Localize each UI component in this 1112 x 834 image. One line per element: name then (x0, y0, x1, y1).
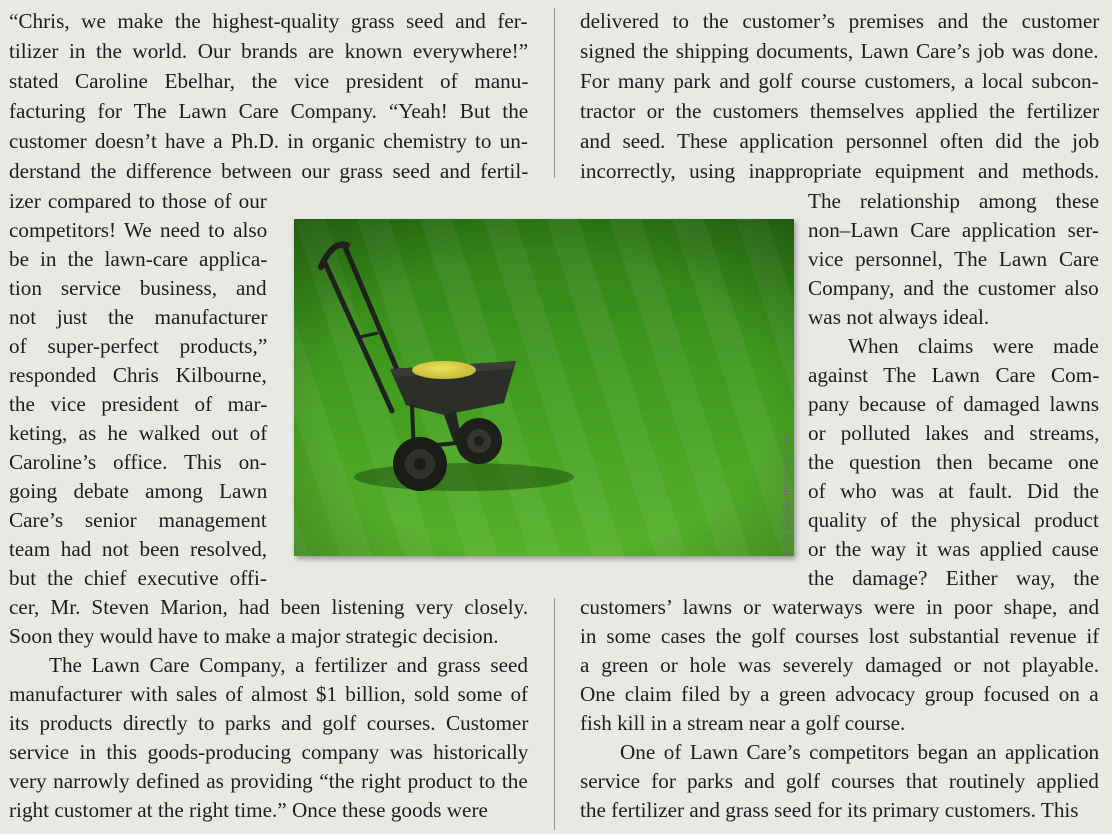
text-line: customers’ lawns or waterways were in poor shape, and (580, 595, 1100, 619)
text-line: of super-perfect products,” (9, 334, 268, 358)
text-line: Soon they would have to make a major strategic decision. (9, 624, 499, 648)
column-divider (554, 8, 555, 178)
text-line: be in the lawn-care applica- (9, 247, 268, 271)
text-line: its products directly to parks and golf courses. Customer (9, 711, 529, 735)
text-line: facturing for The Lawn Care Company. “Yeah! But the (9, 99, 529, 123)
text-line: team had not been resolved, (9, 537, 268, 561)
text-line: service in this goods-producing company was historically (9, 740, 529, 764)
text-line: non–Lawn Care application ser- (808, 218, 1099, 242)
text-line: against The Lawn Care Com- (808, 363, 1100, 387)
text-line: or polluted lakes and streams, (808, 421, 1100, 445)
text-line: the vice president of mar- (9, 392, 268, 416)
text-line: Care’s senior management (9, 508, 267, 532)
text-line: stated Caroline Ebelhar, the vice president of manu- (9, 69, 529, 93)
text-line: fish kill in a stream near a golf course. (580, 711, 906, 735)
text-line: When claims were made (848, 334, 1099, 358)
text-line: izer compared to those of our (9, 189, 267, 213)
text-line: tion service business, and (9, 276, 267, 300)
text-line: the fertilizer and grass seed for its primary customers. This (580, 798, 1079, 822)
text-line: but the chief executive offi- (9, 566, 267, 590)
text-line: the question then became one (808, 450, 1099, 474)
text-line: delivered to the customer’s premises and the customer (580, 9, 1100, 33)
text-line: One of Lawn Care’s competitors began an application (620, 740, 1100, 764)
text-line: or the way it was applied cause (808, 537, 1099, 561)
text-line: keting, as he walked out of (9, 421, 268, 445)
text-line: competitors! We need to also (9, 218, 268, 242)
photo-credit: © Le Do/Shutterstock.com (781, 433, 793, 556)
text-line: not just the manufacturer (9, 305, 268, 329)
text-line: signed the shipping documents, Lawn Care’s job was done. (580, 39, 1099, 63)
text-line: a green or hole was severely damaged or not playable. (580, 653, 1100, 677)
text-line: “Chris, we make the highest-quality grass seed and fer- (9, 9, 528, 33)
text-line: pany because of damaged lawns (808, 392, 1099, 416)
text-line: very narrowly defined as providing “the right product to the (9, 769, 528, 793)
text-line: manufacturer with sales of almost $1 billion, sold some of (9, 682, 529, 706)
text-line: For many park and golf course customers, a local subcon- (580, 69, 1099, 93)
text-line: customer doesn’t have a Ph.D. in organic chemistry to un- (9, 129, 528, 153)
text-line: service for parks and golf courses that routinely applied (580, 769, 1099, 793)
text-line: the damage? Either way, the (808, 566, 1100, 590)
text-line: tilizer in the world. Our brands are known everywhere!” (9, 39, 529, 63)
fertilizer-spreader-photo (294, 219, 794, 556)
text-line: Company, and the customer also (808, 276, 1099, 300)
column-divider (554, 598, 555, 830)
text-line: Caroline’s office. This on- (9, 450, 267, 474)
text-line: of who was at fault. Did the (808, 479, 1099, 503)
text-line: derstand the difference between our grass seed and fertil- (9, 159, 529, 183)
text-line: right customer at the right time.” Once these goods were (9, 798, 488, 822)
text-line: vice personnel, The Lawn Care (808, 247, 1099, 271)
text-line: The relationship among these (808, 189, 1100, 213)
text-line: responded Chris Kilbourne, (9, 363, 267, 387)
text-line: going debate among Lawn (9, 479, 268, 503)
text-line: The Lawn Care Company, a fertilizer and grass seed (49, 653, 528, 677)
text-line: quality of the physical product (808, 508, 1099, 532)
text-line: was not always ideal. (808, 305, 990, 329)
text-line: in some cases the golf courses lost substantial revenue if (580, 624, 1100, 648)
text-line: tractor or the customers themselves applied the fertilizer (580, 99, 1100, 123)
text-line: incorrectly, using inappropriate equipment and methods. (580, 159, 1100, 183)
text-line: cer, Mr. Steven Marion, had been listening very closely. (9, 595, 529, 619)
text-line: and seed. These application personnel often did the job (580, 129, 1100, 153)
text-line: One claim filed by a green advocacy group focused on a (580, 682, 1099, 706)
